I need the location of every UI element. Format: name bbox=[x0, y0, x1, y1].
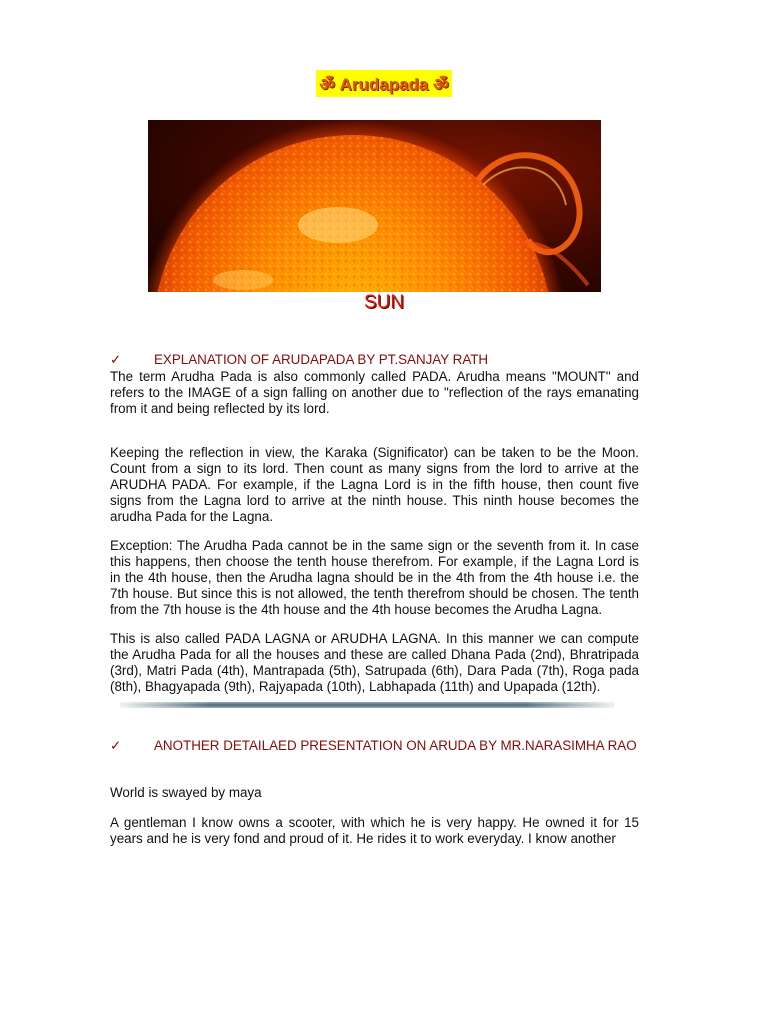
section1-heading bbox=[110, 352, 640, 368]
section1-heading-text: EXPLANATION OF ARUDAPADA BY PT.SANJAY RATH bbox=[154, 352, 489, 367]
paragraph: A gentleman I know owns a scooter, with which he is very happy. He owned it for 15 years and he is very fond and proud of it. He rides it to work everyday. I know another bbox=[110, 815, 639, 846]
section2-heading bbox=[110, 738, 640, 754]
document-title-text: Arudapada bbox=[339, 75, 429, 94]
checkmark-icon: ✓ bbox=[110, 352, 122, 367]
paragraph: Keeping the reflection in view, the Karaka (Significator) can be taken to be the Moon. Count from a sign to its lord. Then count as many signs from the lord to arrive at the ARUDHA PADA. For example, if the Lagna Lord is in the fifth house, then count five signs from the Lagna lord to arrive at the ninth house. This ninth house becomes the arudha Pada for the Lagna. bbox=[110, 445, 639, 524]
image-caption: SUN bbox=[363, 292, 405, 313]
om-symbol-left: ॐ bbox=[319, 75, 335, 94]
sun-photo bbox=[148, 120, 601, 292]
paragraph: This is also called PADA LAGNA or ARUDHA LAGNA. In this manner we can compute the Arudha Pada for all the houses and these are called Dhana Pada (2nd), Bhratripada (3rd), Matri Pada (4th), Mantrapada (5th), Satrupada (6th), Dara Pada (7th), Roga pada (8th), Bhagyapada (9th), Rajyapada (10th), Labhapada (11th) and Upapada (12th). bbox=[110, 631, 639, 694]
checkmark-icon: ✓ bbox=[110, 738, 122, 753]
om-symbol-right: ॐ bbox=[433, 75, 449, 94]
section2-heading-text: ANOTHER DETAILAED PRESENTATION ON ARUDA BY MR.NARASIMHA RAO bbox=[154, 738, 637, 753]
paragraph: World is swayed by maya bbox=[110, 785, 262, 800]
paragraph: The term Arudha Pada is also commonly called PADA. Arudha means "MOUNT" and refers to the IMAGE of a sign falling on another due to "reflection of the rays emanating from it and being reflected by its lord. bbox=[110, 369, 639, 416]
horizontal-divider bbox=[120, 702, 614, 708]
sun-photo-icon bbox=[148, 120, 601, 292]
paragraph: Exception: The Arudha Pada cannot be in the same sign or the seventh from it. In case this happens, then choose the tenth house therefrom. For example, if the Lagna Lord is in the 4th house, then the Arudha lagna should be in the 4th from the 4th house i.e. the 7th house. But since this is not allowed, the tenth therefrom should be chosen. The tenth from the 7th house is the 4th house and the 4th house becomes the Arudha Lagna. bbox=[110, 538, 639, 617]
title-container bbox=[0, 70, 768, 97]
document-title bbox=[316, 70, 451, 97]
